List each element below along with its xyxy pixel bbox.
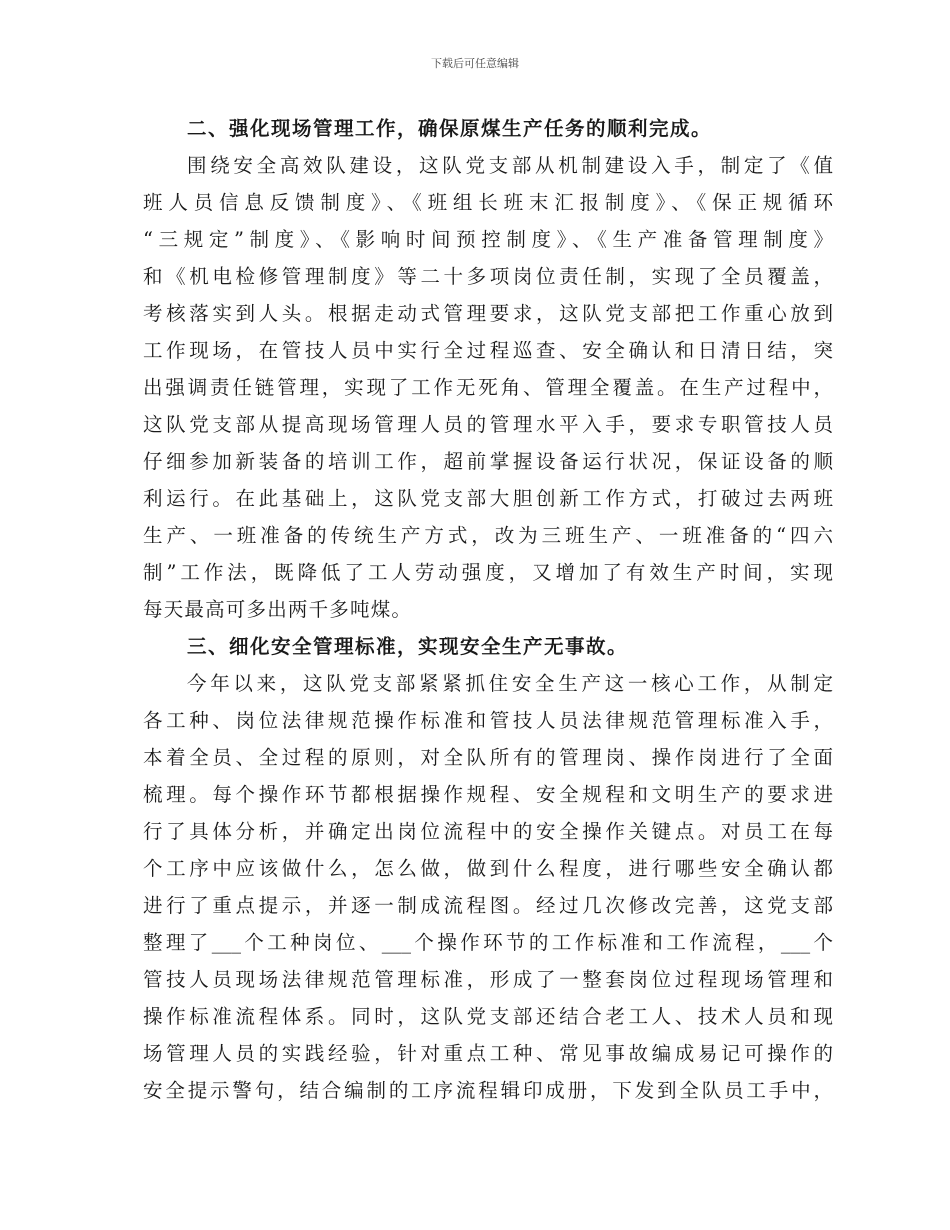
text-line: 工作现场，在管技人员中实行全过程巡查、安全确认和日清日结，突 (143, 339, 833, 362)
text-line: 行了具体分析，并确定出岗位流程中的安全操作关键点。对员工在每 (143, 820, 833, 843)
text-line: 这队党支部从提高现场管理人员的管理水平入手，要求专职管技人员 (143, 413, 833, 436)
text-line: 个工序中应该做什么，怎么做，做到什么程度，进行哪些安全确认都 (143, 857, 833, 880)
text-line: 各工种、岗位法律规范操作标准和管技人员法律规范管理标准入手， (143, 709, 833, 732)
text-line: 进行了重点提示，并逐一制成流程图。经过几次修改完善，这党支部 (143, 894, 833, 917)
text-line: 和《机电检修管理制度》等二十多项岗位责任制，实现了全员覆盖， (143, 265, 833, 288)
text-line: 场管理人员的实践经验，针对重点工种、常见事故编成易记可操作的 (143, 1042, 833, 1065)
text-line: 安全提示警句，结合编制的工序流程辑印成册，下发到全队员工手中， (143, 1079, 833, 1102)
text-line: 生产、一班准备的传统生产方式，改为三班生产、一班准备的“四六 (143, 524, 833, 547)
text-line: 今年以来，这队党支部紧紧抓住安全生产这一核心工作，从制定 (187, 672, 833, 695)
text-line: “三规定”制度》、《影响时间预控制度》、《生产准备管理制度》 (143, 228, 833, 251)
header-note: 下载后可任意编辑 (431, 57, 519, 70)
text-line: 考核落实到人头。根据走动式管理要求，这队党支部把工作重心放到 (143, 302, 833, 325)
text-line: 管技人员现场法律规范管理标准，形成了一整套岗位过程现场管理和 (143, 968, 833, 991)
text-line: 制”工作法，既降低了工人劳动强度，又增加了有效生产时间，实现 (143, 561, 833, 584)
section-heading: 二、强化现场管理工作，确保原煤生产任务的顺利完成。 (187, 117, 713, 140)
text-line: 仔细参加新装备的培训工作，超前掌握设备运行状况，保证设备的顺 (143, 450, 833, 473)
text-line: 本着全员、全过程的原则，对全队所有的管理岗、操作岗进行了全面 (143, 746, 833, 769)
text-line: 操作标准流程体系。同时，这队党支部还结合老工人、技术人员和现 (143, 1005, 833, 1028)
section-heading: 三、细化安全管理标准，实现安全生产无事故。 (187, 635, 629, 658)
text-line: 班人员信息反馈制度》、《班组长班末汇报制度》、《保正规循环 (143, 191, 833, 214)
text-line: 梳理。每个操作环节都根据操作规程、安全规程和文明生产的要求进 (143, 783, 833, 806)
document-body (143, 110, 833, 1109)
text-line: 整理了___个工种岗位、___个操作环节的工作标准和工作流程，___个 (143, 931, 833, 954)
text-line: 利运行。在此基础上，这队党支部大胆创新工作方式，打破过去两班 (143, 487, 833, 510)
text-line: 每天最高可多出两千多吨煤。 (143, 598, 413, 621)
text-line: 围绕安全高效队建设，这队党支部从机制建设入手，制定了《值 (187, 154, 833, 177)
text-line: 出强调责任链管理，实现了工作无死角、管理全覆盖。在生产过程中， (143, 376, 833, 399)
